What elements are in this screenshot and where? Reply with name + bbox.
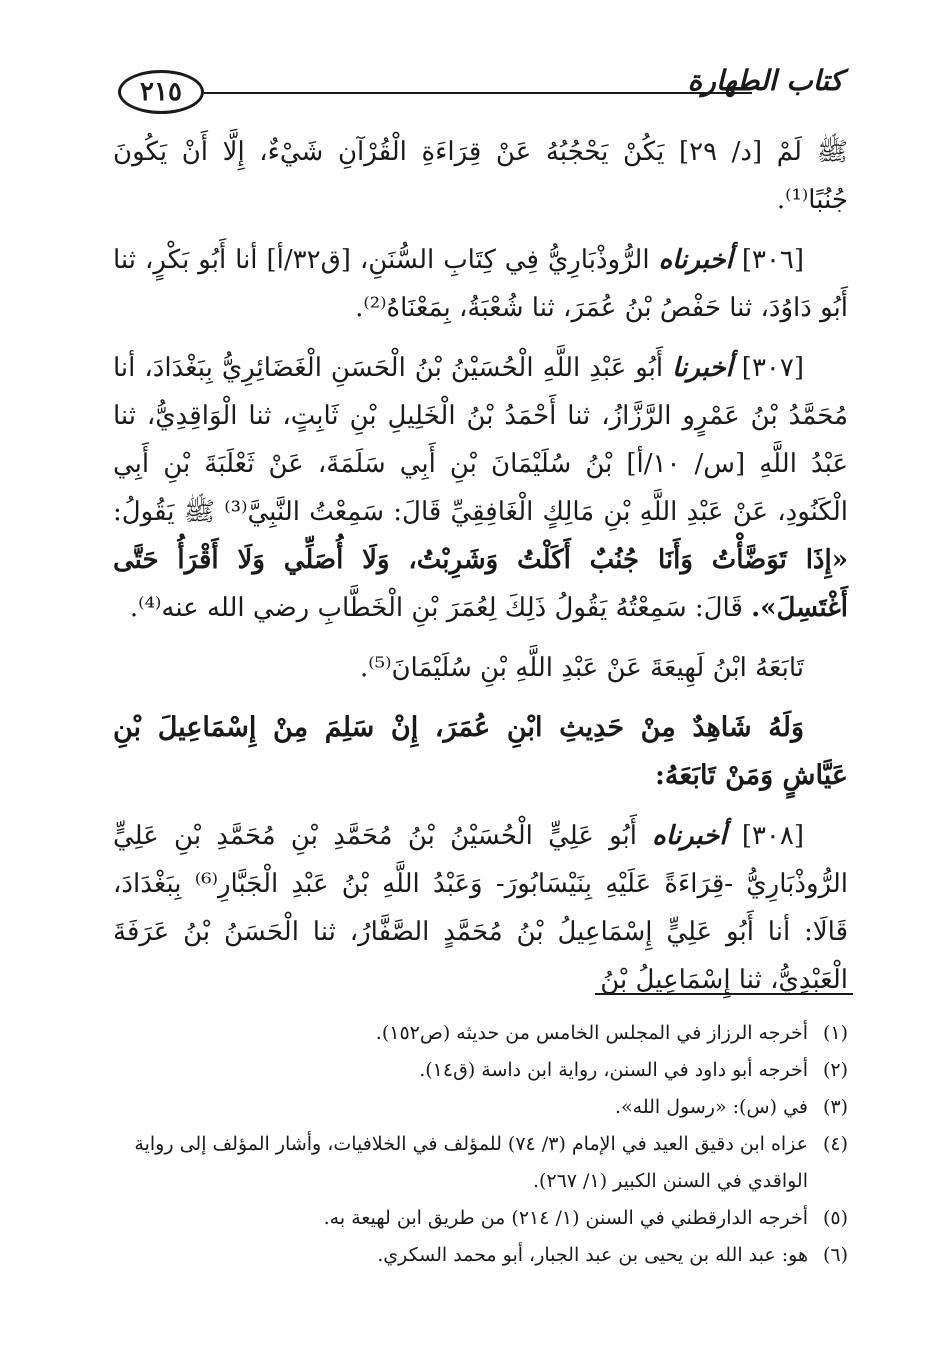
footnote-3 bbox=[108, 1089, 848, 1126]
hadith-307-lead: أخبرنا bbox=[672, 353, 733, 383]
header-rule bbox=[204, 92, 752, 94]
footnote-text: أخرجه الرزاز في المجلس الخامس من حديثه (ص١٥٢). bbox=[375, 1022, 808, 1044]
footnote-text: أخرجه أبو داود في السنن، رواية ابن داسة (ق١٤). bbox=[419, 1059, 808, 1081]
hadith-307-text: أَبُو عَبْدِ اللَّهِ الْحُسَيْنُ بْنُ الْحَسَنِ الْغَضَائِرِيُّ بِبَغْدَادَ، أنا مُحَمَّدُ بْنُ عَمْرٍو الرَّزَّازُ، ثنا أَحْمَدُ بْنُ الْخَلِيلِ بْنِ ثَابِتٍ، ثنا الْوَاقِدِيُّ، ثنا عَبْدُ اللَّهِ [س/ ١٠/أ] بْنُ سُلَيْمَانَ بْنِ أَبِي سَلَمَةَ، عَنْ ثَعْلَبَةَ بْنِ أَبِي الْكَنُودِ، عَنْ عَبْدِ اللَّهِ بْنِ مَالِكٍ الْغَافِقِيِّ قَالَ: سَمِعْتُ النَّبِيَّ⁽³⁾ ﷺ يَقُولُ: bbox=[113, 353, 849, 527]
shahid-heading bbox=[113, 704, 848, 800]
hadith-307-tail: قَالَ: سَمِعْتُهُ يَقُولُ ذَلِكَ لِعُمَرَ بْنِ الْخَطَّابِ رضي الله عنه⁽⁴⁾. bbox=[129, 593, 743, 623]
footnote-text: في (س): «رسول الله». bbox=[614, 1096, 808, 1118]
footnotes bbox=[108, 1015, 848, 1274]
hadith-307-quote: «إِذَا تَوَضَّأْتُ وَأَنَا جُنُبٌ أَكَلْتُ وَشَرِبْتُ، وَلَا أُصَلِّي وَلَا أَقْرَأُ حَتَّى أَغْتَسِلَ». bbox=[113, 545, 848, 623]
page-number: ٢١٥ bbox=[118, 70, 204, 114]
footnote-text: هو: عبد الله بن يحيى بن عبد الجبار، أبو محمد السكري. bbox=[377, 1244, 808, 1266]
paragraph-1-text: ﷺ لَمْ [د/ ٢٩] يَكُنْ يَحْجُبُهُ عَنْ قِرَاءَةِ الْقُرْآنِ شَيْءٌ، إِلَّا أَنْ يَكُونَ جُنُبًا⁽¹⁾. bbox=[113, 137, 848, 215]
footnote-number: (٣) bbox=[822, 1096, 848, 1118]
footnote-number: (٢) bbox=[822, 1059, 848, 1081]
hadith-308-text: أَبُو عَلِيٍّ الْحُسَيْنُ بْنُ مُحَمَّدِ بْنِ مُحَمَّدِ بْنِ عَلِيٍّ الرُّوذْبَارِيُّ -قِرَاءَةً عَلَيْهِ بِنَيْسَابُورَ- وَعَبْدُ اللَّهِ بْنُ عَبْدِ الْجَبَّارِ⁽⁶⁾ بِبَغْدَادَ، قَالَا: أنا أَبُو عَلِيٍّ إِسْمَاعِيلُ بْنُ مُحَمَّدٍ الصَّفَّارُ، ثنا الْحَسَنُ بْنُ عَرَفَةَ الْعَبْدِيُّ، ثنا إِسْمَاعِيلُ بْنُ bbox=[113, 821, 848, 995]
footnote-text: أخرجه الدارقطني في السنن (١/ ٢١٤) من طريق ابن لهيعة به. bbox=[323, 1207, 808, 1229]
footnote-2 bbox=[108, 1052, 848, 1089]
chapter-title: كتاب الطهارة bbox=[687, 64, 843, 97]
paragraph-1 bbox=[113, 128, 848, 224]
main-text bbox=[113, 128, 848, 1016]
hadith-307-number: [٣٠٧] bbox=[741, 353, 805, 383]
page-header bbox=[118, 62, 843, 122]
footnote-6 bbox=[108, 1237, 848, 1274]
hadith-308 bbox=[113, 812, 848, 1004]
shahid-heading-text: وَلَهُ شَاهِدٌ مِنْ حَدِيثِ ابْنِ عُمَرَ، إِنْ سَلِمَ مِنْ إِسْمَاعِيلَ بْنِ عَيَّاشٍ وَمَنْ تَابَعَهُ: bbox=[113, 712, 848, 791]
footnote-1 bbox=[108, 1015, 848, 1052]
hadith-308-number: [٣٠٨] bbox=[741, 821, 805, 851]
footnote-4 bbox=[108, 1126, 848, 1200]
footnote-separator bbox=[595, 993, 853, 995]
footnote-text: عزاه ابن دقيق العيد في الإمام (٣/ ٧٤) للمؤلف في الخلافيات، وأشار المؤلف إلى رواية الواقدي في السنن الكبير (١/ ٢٦٧). bbox=[134, 1133, 808, 1192]
footnote-number: (٦) bbox=[822, 1244, 848, 1266]
hadith-308-lead: أخبرناه bbox=[652, 821, 727, 851]
hadith-307 bbox=[113, 344, 848, 632]
mutaba-note bbox=[113, 644, 848, 692]
hadith-306-number: [٣٠٦] bbox=[741, 245, 805, 275]
footnote-number: (١) bbox=[822, 1022, 848, 1044]
mutaba-note-text: تَابَعَهُ ابْنُ لَهِيعَةَ عَنْ عَبْدِ اللَّهِ بْنِ سُلَيْمَانَ⁽⁵⁾. bbox=[359, 653, 804, 683]
hadith-306-text: الرُّوذْبَارِيُّ فِي كِتَابِ السُّنَنِ، [ق٣٢/أ] أنا أَبُو بَكْرٍ، ثنا أَبُو دَاوُدَ، ثنا حَفْصُ بْنُ عُمَرَ، ثنا شُعْبَةُ، بِمَعْنَاهُ⁽²⁾. bbox=[113, 245, 848, 323]
footnote-5 bbox=[108, 1200, 848, 1237]
footnote-number: (٥) bbox=[822, 1207, 848, 1229]
footnote-number: (٤) bbox=[822, 1133, 848, 1155]
hadith-306-lead: أخبرناه bbox=[658, 245, 733, 275]
hadith-306 bbox=[113, 236, 848, 332]
